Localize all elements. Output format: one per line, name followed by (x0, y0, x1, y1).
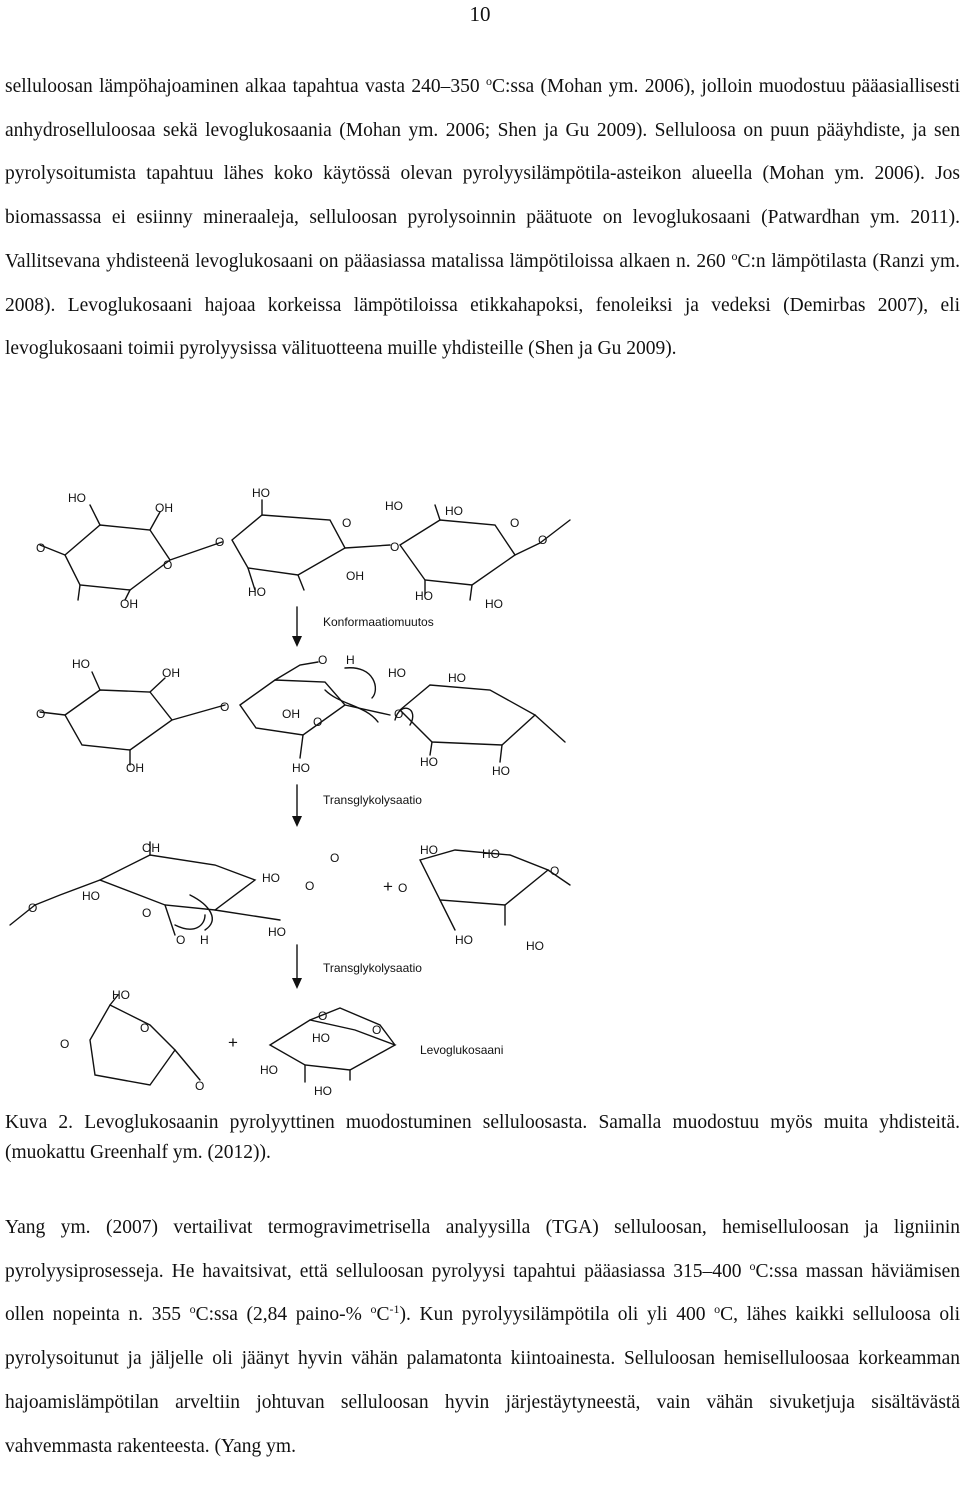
atom-label: O (36, 707, 46, 721)
atom-label: O (195, 1079, 205, 1093)
electron-arrow (345, 668, 375, 698)
cellulose-ring-1 (65, 525, 173, 590)
atom-label: O (305, 879, 315, 893)
atom-label: H (200, 933, 209, 947)
atom-label: O (330, 851, 340, 865)
atom-label: HO (526, 939, 544, 953)
degree-superscript: o (485, 74, 492, 88)
atom-label: HO (68, 491, 86, 505)
atom-label: OH (346, 569, 364, 583)
atom-label: HO (252, 486, 270, 500)
cellulose-ring-4 (65, 690, 172, 750)
atom-label: O (510, 516, 520, 530)
body-paragraph-1 (5, 65, 960, 371)
plus-sign: + (228, 1033, 238, 1052)
atom-label: O (398, 881, 408, 895)
atom-label: HO (248, 585, 266, 599)
atom-labels (28, 486, 559, 1098)
atom-label: HO (388, 666, 406, 680)
figure-caption (5, 1108, 960, 1167)
atom-label: O (390, 540, 400, 554)
degree-superscript: o (749, 1258, 756, 1273)
atom-label: HO (448, 671, 466, 685)
atom-label: O (142, 906, 152, 920)
atom-label: HO (82, 889, 100, 903)
step-label-transglycosylation-1: Transglykolysaatio (323, 793, 422, 807)
atom-label: H (346, 653, 355, 667)
text-segment: C:ssa massan häviämisen ollen nopeinta n. 355 (5, 1260, 960, 1326)
text-segment: C:ssa (Mohan ym. 2006), jolloin muodostuu pääasiallisesti anhydroselluloosaa sekä levoglukosaania (Mohan ym. 2006; Shen ja Gu 2009). Selluloosa on puun pääyhdiste, ja sen pyrolysoitumista tapahtuu lähes koko käytössä olevan pyrolyysilämpötila-asteikon alueella (Mohan ym. 2006). Jos biomassassa ei esiinny mineraaleja, selluloosan pyrolysoinnin päätuote on levoglukosaani (Patwardhan ym. 2011). Vallitsevana yhdisteenä levoglukosaani on pääasiassa matalissa lämpötiloissa alkaen n. 260 (5, 76, 960, 272)
atom-label: O (372, 1023, 382, 1037)
atom-label: HO (455, 933, 473, 947)
cellulose-ring-3 (400, 520, 515, 585)
atom-label: O (342, 516, 352, 530)
atom-label: O (163, 558, 173, 572)
atom-label: HO (492, 764, 510, 778)
text-segment: selluloosan lämpöhajoaminen alkaa tapahtua vasta 240–350 (5, 76, 486, 97)
atom-label: HO (485, 597, 503, 611)
atom-label: O (394, 707, 404, 721)
step-label-conformation: Konformaatiomuutos (323, 615, 434, 629)
atom-label: O (318, 1009, 328, 1023)
atom-label: HO (72, 657, 90, 671)
atom-label: O (215, 535, 225, 549)
atom-label: HO (260, 1063, 278, 1077)
text-segment: C:ssa (2,84 paino-% (195, 1304, 371, 1326)
atom-label: HO (415, 589, 433, 603)
atom-label: OH (120, 597, 138, 611)
cellulose-ring-6 (400, 685, 535, 745)
atom-label: HO (112, 988, 130, 1002)
atom-label: O (176, 933, 186, 947)
atom-label: OH (162, 666, 180, 680)
step-label-transglycosylation-2: Transglykolysaatio (323, 961, 422, 975)
atom-label: HO (292, 761, 310, 775)
degree-superscript: o (714, 1302, 721, 1317)
atom-label: OH (126, 761, 144, 775)
degree-superscript: o (370, 1302, 377, 1317)
atom-label: O (140, 1021, 150, 1035)
cellulose-ring-2 (232, 515, 345, 575)
atom-label: OH (142, 841, 160, 855)
atom-label: O (220, 700, 230, 714)
text-segment: C, lähes kaikki selluloosa oli pyrolysoitunut ja jäljelle oli jäänyt hyvin vähän palamatonta kiintoainesta. Selluloosan hemiselluloosaa korkeamman hajoamislämpötilan arveltiin johtuvan selluloosan hyvin järjestäytyneestä, vain vähän sivuketjuja sisältävästä vahvemmasta rakenteesta. (Yang ym. (5, 1304, 960, 1457)
atom-label: O (28, 901, 38, 915)
atom-label: OH (155, 501, 173, 515)
degree-superscript: o (731, 248, 738, 263)
reaction-scheme-figure (0, 478, 960, 1108)
reaction-scheme-svg (0, 478, 960, 1108)
atom-label: HO (262, 871, 280, 885)
atom-label: O (538, 533, 548, 547)
atom-label: HO (268, 925, 286, 939)
atom-label: O (60, 1037, 70, 1051)
atom-label: HO (420, 755, 438, 769)
intermediate-ring (100, 855, 255, 910)
atom-label: HO (482, 847, 500, 861)
atom-label: HO (385, 499, 403, 513)
atom-label: HO (420, 843, 438, 857)
atom-label: O (318, 653, 328, 667)
text-segment: ). Kun pyrolyysilämpötila oli yli 400 (399, 1304, 715, 1326)
atom-label: OH (282, 707, 300, 721)
degree-superscript: o (189, 1302, 196, 1317)
body-paragraph-2 (5, 1206, 960, 1468)
text-segment: Yang ym. (2007) vertailivat termogravimetrisella analyysilla (TGA) selluloosan, hemiselluloosan ja ligniinin pyrolyysiprosesseja. He havaitsivat, että selluloosan pyrolyysi tapahtui pääasiassa 315–400 (5, 1217, 960, 1282)
electron-arrow (175, 915, 205, 929)
atom-label: HO (445, 504, 463, 518)
caption-text: Kuva 2. Levoglukosaanin pyrolyyttinen muodostuminen selluloosasta. Samalla muodostuu myös muita yhdisteitä. (muokattu Greenhalf ym. (2012)). (5, 1112, 960, 1163)
atom-label: O (313, 715, 323, 729)
plus-sign: + (383, 877, 393, 896)
text-segment: C (376, 1304, 390, 1326)
fragment-ring (90, 1005, 175, 1085)
text-segment: C:n lämpötilasta (Ranzi ym. 2008). Levoglukosaani hajoaa korkeissa lämpötiloissa etikkahapoksi, fenoleiksi ja vedeksi (Demirbas 2007), eli levoglukosaani toimii pyrolyysissa välituotteena muille yhdisteille (Shen ja Gu 2009). (5, 250, 960, 360)
page-number: 10 (469, 2, 491, 26)
atom-label: HO (314, 1084, 332, 1098)
exponent-superscript: -1 (389, 1302, 400, 1317)
atom-label: O (550, 864, 560, 878)
product-label-levoglucosan: Levoglukosaani (420, 1043, 504, 1057)
atom-label: HO (312, 1031, 330, 1045)
atom-label: O (36, 541, 46, 555)
